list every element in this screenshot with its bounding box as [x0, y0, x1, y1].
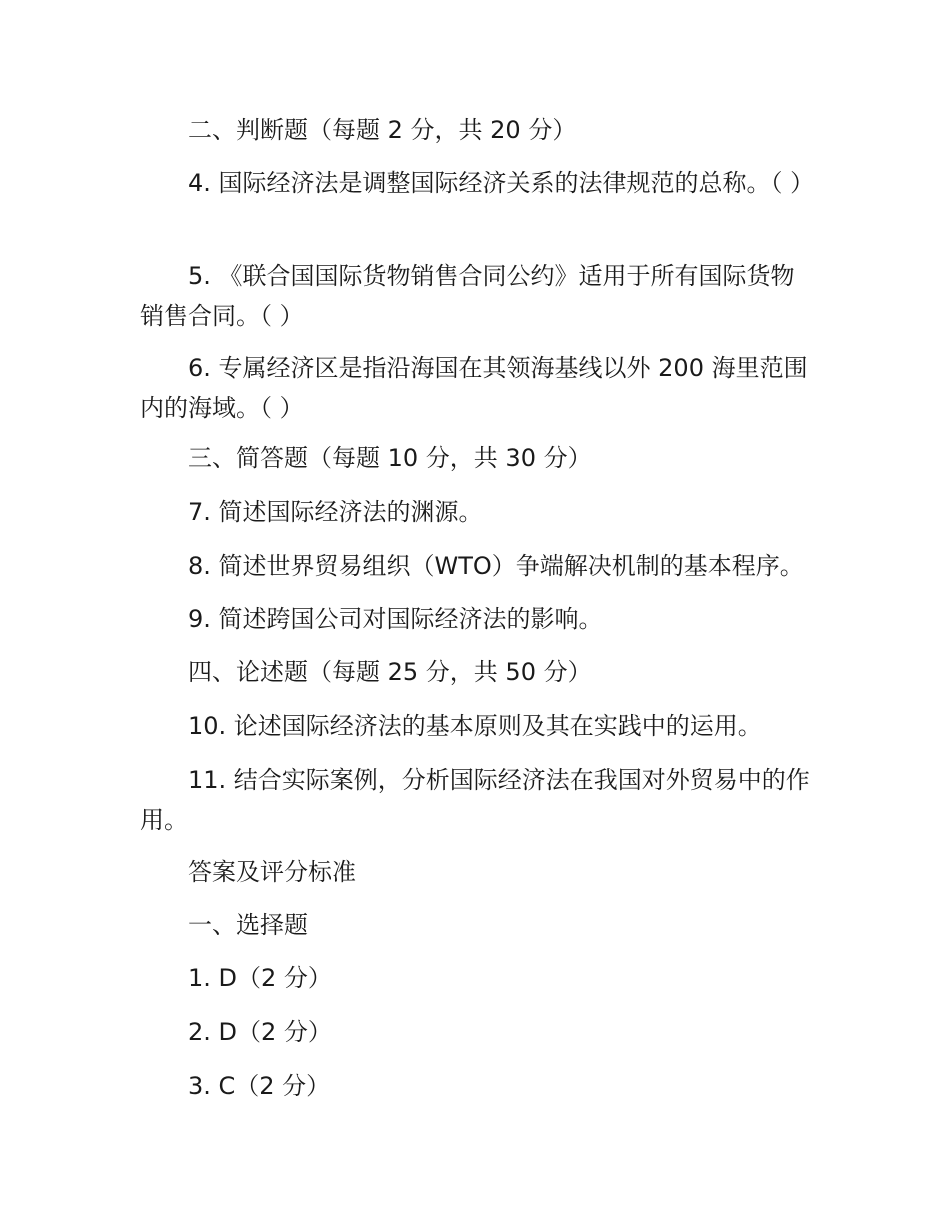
answer-1: 1. D（2 分） [188, 964, 332, 992]
question-10: 10. 论述国际经济法的基本原则及其在实践中的运用。 [188, 712, 762, 740]
question-11: 11. 结合实际案例，分析国际经济法在我国对外贸易中的作用。 [140, 766, 810, 834]
question-5: 5. 《联合国国际货物销售合同公约》适用于所有国际货物销售合同。（ ） [140, 262, 795, 330]
question-4: 4. 国际经济法是调整国际经济关系的法律规范的总称。（ ） [188, 169, 815, 197]
section-heading-short-answer: 三、简答题（每题 10 分，共 30 分） [188, 444, 592, 472]
question-8: 8. 简述世界贸易组织（WTO）争端解决机制的基本程序。 [188, 552, 804, 580]
question-7: 7. 简述国际经济法的渊源。 [188, 498, 483, 526]
section-heading-multiple-choice: 一、选择题 [188, 911, 308, 939]
answer-3: 3. C（2 分） [188, 1072, 331, 1100]
question-6: 6. 专属经济区是指沿海国在其领海基线以外 200 海里范围内的海域。（ ） [140, 354, 808, 422]
answer-key-heading: 答案及评分标准 [188, 858, 356, 886]
question-9: 9. 简述跨国公司对国际经济法的影响。 [188, 605, 603, 633]
answer-2: 2. D（2 分） [188, 1018, 332, 1046]
section-heading-essay: 四、论述题（每题 25 分，共 50 分） [188, 658, 592, 686]
section-heading-true-false: 二、判断题（每题 2 分，共 20 分） [188, 116, 577, 144]
